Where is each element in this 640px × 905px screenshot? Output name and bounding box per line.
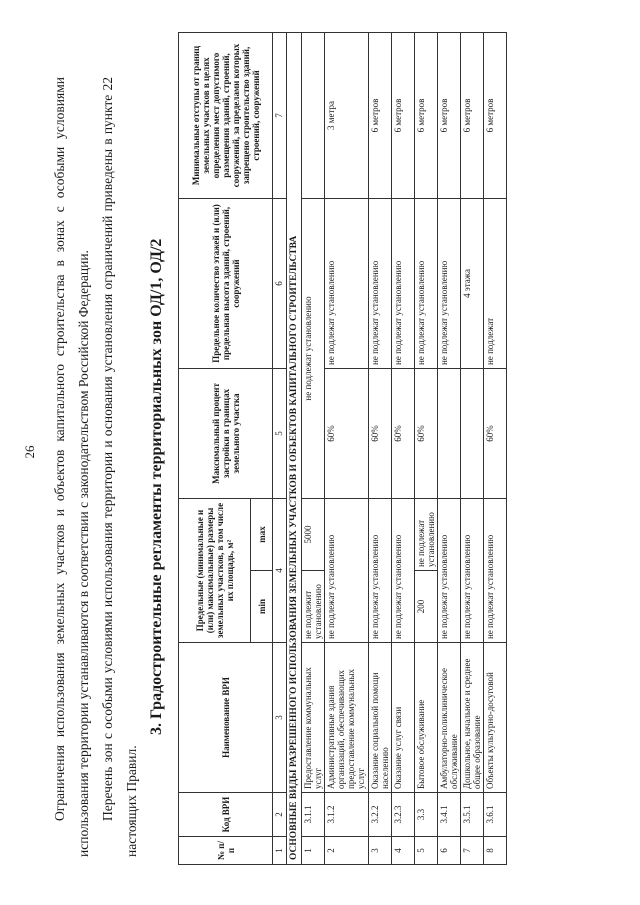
header-max-percent: Максимальный процент застройки в границах земельного участка bbox=[179, 368, 273, 498]
cell-min: не подлежит установлению bbox=[302, 571, 325, 643]
table-row bbox=[461, 32, 484, 864]
regulations-table-wrapper bbox=[178, 33, 507, 865]
cell-percent bbox=[438, 368, 461, 498]
cell-name: Административные здания организаций, обеспечивающих предоставление коммунальных услуг bbox=[325, 643, 369, 793]
cell-num: 7 bbox=[461, 837, 484, 865]
header-max: max bbox=[251, 498, 273, 570]
header-setbacks: Минимальные отступы от границ земельных участков в целях определения мест допустимого размещения зданий, строений, сооружений, за пределами которых запрещено строительство зданий, строений, сооружений bbox=[179, 32, 273, 198]
cell-num: 6 bbox=[438, 837, 461, 865]
table-row bbox=[302, 32, 325, 864]
cell-floors: не подлежат установлению bbox=[415, 198, 438, 368]
cell-name: Оказание услуг связи bbox=[392, 643, 415, 793]
cell-floors: не подлежат установлению bbox=[325, 198, 369, 368]
section-heading-row bbox=[287, 32, 302, 864]
cell-num: 3 bbox=[369, 837, 392, 865]
cell-setback: 6 метров bbox=[438, 32, 461, 198]
cell-name: Объекты культурно-досуговой bbox=[484, 643, 507, 793]
column-number-row bbox=[273, 32, 287, 864]
header-code: Код ВРИ bbox=[179, 793, 273, 837]
cell-name: Оказание социальной помощи населению bbox=[369, 643, 392, 793]
cell-setback bbox=[302, 32, 325, 198]
cell-max: 5000 bbox=[302, 498, 325, 570]
column-number: 2 bbox=[273, 793, 287, 837]
cell-code: 3.5.1 bbox=[461, 793, 484, 837]
cell-minmax: не подлежат установлению bbox=[438, 498, 461, 642]
column-number: 3 bbox=[273, 643, 287, 793]
table-row bbox=[484, 32, 507, 864]
cell-setback: 3 метра bbox=[325, 32, 369, 198]
cell-minmax: не подлежат установлению bbox=[461, 498, 484, 642]
header-min: min bbox=[251, 571, 273, 643]
table-row bbox=[392, 32, 415, 864]
cell-num: 4 bbox=[392, 837, 415, 865]
cell-code: 3.1.1 bbox=[302, 793, 325, 837]
header-row bbox=[179, 32, 251, 864]
cell-minmax: не подлежат установлению bbox=[484, 498, 507, 642]
cell-floors: 4 этажа bbox=[461, 198, 484, 368]
cell-code: 3.6.1 bbox=[484, 793, 507, 837]
cell-percent: 60% bbox=[369, 368, 392, 498]
regulations-table bbox=[178, 32, 507, 865]
cell-num: 2 bbox=[325, 837, 369, 865]
cell-max: не подлежат установлению bbox=[415, 498, 438, 570]
section-title: 3. Градостроительные регламенты территориальных зон ОД/1, ОД/2 bbox=[148, 238, 165, 735]
cell-minmax: не подлежат установлению bbox=[392, 498, 415, 642]
cell-floors: не подлежат установлению bbox=[438, 198, 461, 368]
header-size-group: Предельные (минимальные и (или) максимальные) размеры земельных участков, в том числе их площадь, м² bbox=[179, 498, 251, 642]
column-number: 1 bbox=[273, 837, 287, 865]
cell-floors: не подлежат bbox=[484, 198, 507, 368]
table-row bbox=[415, 32, 438, 864]
cell-name: Бытовое обслуживание bbox=[415, 643, 438, 793]
cell-name: Дошкольное, начальное и среднее общее образование bbox=[461, 643, 484, 793]
cell-percent: 60% bbox=[392, 368, 415, 498]
column-number: 6 bbox=[273, 198, 287, 368]
page-number: 26 bbox=[22, 445, 37, 459]
column-number: 5 bbox=[273, 368, 287, 498]
header-num: № п/п bbox=[179, 837, 273, 865]
cell-floors: не подлежат установлению bbox=[369, 198, 392, 368]
cell-percent: 60% bbox=[484, 368, 507, 498]
cell-setback: 6 метров bbox=[392, 32, 415, 198]
cell-percent: 60% bbox=[415, 368, 438, 498]
cell-num: 5 bbox=[415, 837, 438, 865]
cell-code: 3.3 bbox=[415, 793, 438, 837]
cell-num: 1 bbox=[302, 837, 325, 865]
column-number: 4 bbox=[273, 498, 287, 642]
cell-floors: не подлежат установлению bbox=[392, 198, 415, 368]
cell-code: 3.4.1 bbox=[438, 793, 461, 837]
cell-setback: 6 метров bbox=[461, 32, 484, 198]
cell-code: 3.1.2 bbox=[325, 793, 369, 837]
cell-code: 3.2.2 bbox=[369, 793, 392, 837]
table-row bbox=[325, 32, 369, 864]
intro-paragraph-1: Ограничения использования земельных участков и объектов капитального строительства в зонах с особыми условиями использования территории устанавливаются в соответствии с законодательством Российской Федерации. bbox=[52, 77, 91, 857]
cell-minmax: не подлежат установлению bbox=[369, 498, 392, 642]
header-name: Наименование ВРИ bbox=[179, 643, 273, 793]
cell-min: 200 bbox=[415, 571, 438, 643]
cell-setback: 6 метров bbox=[484, 32, 507, 198]
section-heading: ОСНОВНЫЕ ВИДЫ РАЗРЕШЕННОГО ИСПОЛЬЗОВАНИЯ ЗЕМЕЛЬНЫХ УЧАСТКОВ И ОБЪЕКТОВ КАПИТАЛЬНОГО СТРОИТЕЛЬСТВА bbox=[287, 32, 302, 864]
column-number: 7 bbox=[273, 32, 287, 198]
cell-minmax: не подлежат установлению bbox=[325, 498, 369, 642]
table-row bbox=[369, 32, 392, 864]
cell-num: 8 bbox=[484, 837, 507, 865]
table-row bbox=[438, 32, 461, 864]
cell-setback: 6 метров bbox=[369, 32, 392, 198]
cell-name: Предоставление коммунальных услуг bbox=[302, 643, 325, 793]
cell-percent bbox=[461, 368, 484, 498]
cell-setback: 6 метров bbox=[415, 32, 438, 198]
intro-paragraph-2: Перечень зон с особыми условиями использования территории и основания установления ограничений приведены в пункте 22 настоящих Правил. bbox=[100, 77, 139, 857]
cell-percent: 60% bbox=[325, 368, 369, 498]
cell-code: 3.2.3 bbox=[392, 793, 415, 837]
header-floors: Предельное количество этажей и (или) предельная высота зданий, строений, сооружений bbox=[179, 198, 273, 368]
cell-floors: не подлежат установлению bbox=[302, 198, 325, 498]
cell-name: Амбулаторно-поликлиническое обслуживание bbox=[438, 643, 461, 793]
intro-text bbox=[48, 77, 144, 857]
